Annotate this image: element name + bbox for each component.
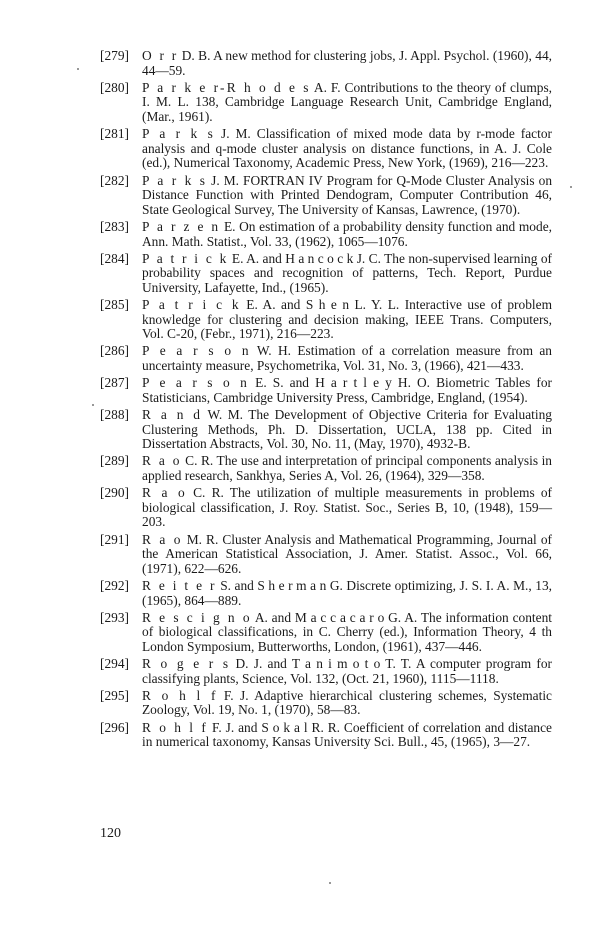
reference-text <box>142 344 552 373</box>
print-speck <box>570 186 572 188</box>
reference-author: R a o <box>142 453 182 469</box>
reference-citation: E. S. and H a r t l e y H. O. Biometric Tables for Statisticians, Cambridge University Press, Cambridge, England, (1954). <box>142 375 552 405</box>
reference-number: [291] <box>100 531 130 547</box>
reference-citation: F. J. and S o k a l R. R. Coefficient of correlation and distance in numerical taxonomy, Kansas University Sci. Bull., 45, (1965), 3—27. <box>142 719 552 750</box>
reference-text <box>142 408 552 452</box>
reference-citation: E. On estimation of a probability density function and mode, Ann. Math. Statist., Vol. 33, (1962), 1065—1076. <box>142 218 552 249</box>
reference-entry <box>100 376 552 405</box>
reference-author: P a r k e r-R h o d e s <box>142 79 311 95</box>
print-speck <box>329 882 331 884</box>
reference-citation: W. H. Estimation of a correlation measure from an uncertainty measure, Psychometrika, Vol. 31, No. 3, (1966), 421—433. <box>142 343 552 374</box>
reference-text <box>142 252 552 296</box>
reference-number: [283] <box>100 218 130 234</box>
reference-number: [285] <box>100 297 130 313</box>
reference-author: P e a r s o n <box>142 375 250 391</box>
reference-number: [288] <box>100 407 130 422</box>
reference-citation: F. J. Adaptive hierarchical clustering schemes, Systematic Zoology, Vol. 19, No. 1, (1970), 58—83. <box>142 687 552 718</box>
reference-author: R a n d <box>142 407 203 422</box>
reference-number: [290] <box>100 485 130 501</box>
reference-author: R o h l f <box>142 687 218 703</box>
reference-number: [296] <box>100 719 130 735</box>
reference-text <box>142 376 552 405</box>
reference-entry <box>100 49 552 78</box>
reference-entry <box>100 533 552 577</box>
reference-author: O r r <box>142 48 179 63</box>
reference-author: P a t r i c k <box>142 250 229 266</box>
reference-entry <box>100 252 552 296</box>
reference-entry <box>100 344 552 373</box>
reference-citation: E. A. and S h e n L. Y. L. Interactive use of problem knowledge for clustering and decision making, IEEE Trans. Computers, Vol. C-20, (Febr., 1971), 216—223. <box>142 297 552 342</box>
reference-citation: C. R. The use and interpretation of principal components analysis in applied research, Sankhya, Series A, Vol. 26, (1964), 329—358. <box>142 453 552 483</box>
reference-entry <box>100 81 552 125</box>
reference-number: [280] <box>100 79 130 95</box>
reference-entry <box>100 454 552 483</box>
reference-citation: M. R. Cluster Analysis and Mathematical Programming, Journal of the American Statistical Association, J. Amer. Statist. Assoc., Vol. 66, (1971), 622—626. <box>142 531 552 576</box>
reference-number: [287] <box>100 375 130 391</box>
reference-number: [286] <box>100 343 130 359</box>
reference-author: P a r k s <box>142 126 215 142</box>
reference-entry <box>100 611 552 655</box>
reference-citation: W. M. The Development of Objective Criteria for Evaluating Clustering Methods, Ph. D. Dissertation, UCLA, 138 pp. Cited in Dissertation Abstracts, Vol. 30, No. 11, (May, 1970), 4932-B. <box>142 407 552 452</box>
reference-citation: J. M. FORTRAN IV Program for Q-Mode Cluster Analysis on Distance Function with Printed Dendogram, Computer Contribution 46, State Geological Survey, The University of Kansas, Lawrence, (1970). <box>142 172 553 217</box>
reference-text <box>142 611 552 655</box>
reference-number: [295] <box>100 687 130 703</box>
reference-entry <box>100 298 552 342</box>
reference-author: P a r z e n <box>142 218 221 234</box>
reference-entry <box>100 657 552 686</box>
reference-entry <box>100 127 552 171</box>
reference-author: R a o <box>142 485 187 501</box>
reference-citation: C. R. The utilization of multiple measurements in problems of biological classification, J. Roy. Statist. Soc., Series B, 10, (1948), 159—203. <box>142 485 552 530</box>
reference-citation: A. F. Contributions to the theory of clumps, I. M. L. 138, Cambridge Language Research Unit, Cambridge England, (Mar., 1961). <box>142 79 553 124</box>
reference-number: [282] <box>100 172 130 188</box>
reference-number: [289] <box>100 453 130 469</box>
print-speck <box>77 68 79 70</box>
reference-entry <box>100 408 552 452</box>
reference-entry <box>100 486 552 530</box>
print-speck <box>92 404 94 406</box>
reference-number: [292] <box>100 577 130 593</box>
reference-citation: D. J. and T a n i m o t o T. T. A computer program for classifying plants, Science, Vol. 132, (Oct. 21, 1960), 1115—1118. <box>142 656 552 686</box>
reference-number: [279] <box>100 48 130 63</box>
reference-text <box>142 220 552 249</box>
reference-entry <box>100 174 552 218</box>
reference-author: R a o <box>142 531 183 547</box>
reference-text <box>142 579 552 608</box>
reference-entry <box>100 220 552 249</box>
reference-text <box>142 486 552 530</box>
reference-citation: J. M. Classification of mixed mode data by r-mode factor analysis and q-mode cluster analysis on distance functions, in A. J. Cole (ed.), Numerical Taxonomy, Academic Press, New York, (1969), 216—223. <box>142 126 552 171</box>
reference-citation: E. A. and H a n c o c k J. C. The non-supervised learning of probability spaces and recognition of patterns, Tech. Report, Purdue University, Lafayette, Ind., (1965). <box>142 250 552 295</box>
reference-number: [294] <box>100 656 130 672</box>
reference-entry <box>100 579 552 608</box>
reference-citation: S. and S h e r m a n G. Discrete optimizing, J. S. I. A. M., 13, (1965), 864—889. <box>142 577 552 608</box>
reference-text <box>142 721 552 750</box>
reference-text <box>142 127 552 171</box>
reference-author: P a r k s <box>142 172 208 188</box>
reference-author: R o g e r s <box>142 656 231 672</box>
reference-list <box>100 49 552 752</box>
reference-text <box>142 298 552 342</box>
reference-number: [284] <box>100 250 130 266</box>
reference-citation: D. B. A new method for clustering jobs, J. Appl. Psychol. (1960), 44, 44—59. <box>142 48 552 78</box>
reference-text <box>142 174 552 218</box>
reference-citation: A. and M a c c a c a r o G. A. The information content of biological classifications, in C. Cherry (ed.), Information Theory, 4 th London Symposium, Butterworths, London, (1961), 437—446. <box>142 609 552 654</box>
reference-text <box>142 689 552 718</box>
reference-number: [293] <box>100 609 130 625</box>
reference-author: R e s c i g n o <box>142 609 252 625</box>
reference-number: [281] <box>100 126 130 142</box>
reference-author: P a t r i c k <box>142 297 241 313</box>
reference-text <box>142 81 552 125</box>
reference-author: R e i t e r <box>142 577 217 593</box>
reference-entry <box>100 689 552 718</box>
reference-text <box>142 533 552 577</box>
reference-text <box>142 657 552 686</box>
reference-text <box>142 49 552 78</box>
reference-text <box>142 454 552 483</box>
reference-entry <box>100 721 552 750</box>
page-number: 120 <box>100 826 121 841</box>
reference-author: P e a r s o n <box>142 343 251 359</box>
reference-author: R o h l f <box>142 719 209 735</box>
